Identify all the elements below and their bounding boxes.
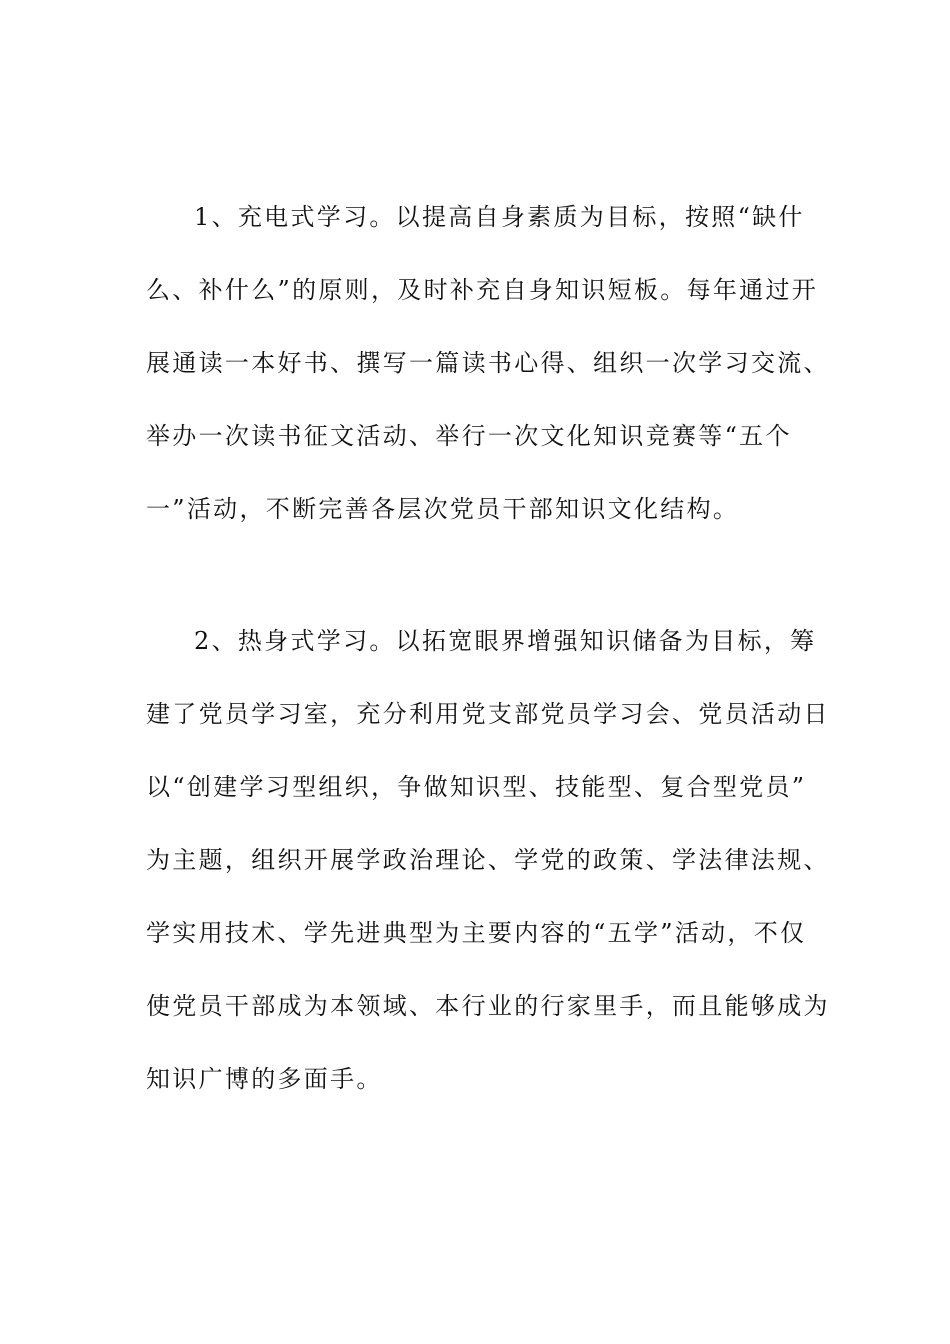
paragraph-line: 展通读一本好书、撰写一篇读书心得、组织一次学习交流、 [146,349,830,377]
paragraph-line: 举办一次读书征文活动、举行一次文化知识竞赛等“五个 [146,422,792,450]
paragraph-line: 为主题，组织开展学政治理论、学党的政策、学法律法规、 [146,846,830,874]
paragraph-line: 使党员干部成为本领域、本行业的行家里手，而且能够成为 [146,992,830,1020]
paragraph-charging-study [146,203,830,570]
paragraph-line: 么、补什么”的原则，及时补充自身知识短板。每年通过开 [146,276,819,304]
paragraph-line: 1、充电式学习。以提高自身素质为目标，按照“缺什 [194,203,805,231]
paragraph-line: 学实用技术、学先进典型为主要内容的“五学”活动，不仅 [146,919,807,947]
paragraph-line: 2、热身式学习。以拓宽眼界增强知识储备为目标，筹 [194,627,817,655]
paragraph-warmup-study [146,627,830,1140]
paragraph-line: 一”活动，不断完善各层次党员干部知识文化结构。 [146,495,740,523]
paragraph-line: 建了党员学习室，充分利用党支部党员学习会、党员活动日 [146,700,830,728]
paragraph-line: 以“创建学习型组织，争做知识型、技能型、复合型党员” [146,773,807,801]
paragraph-line: 知识广博的多面手。 [146,1065,383,1093]
